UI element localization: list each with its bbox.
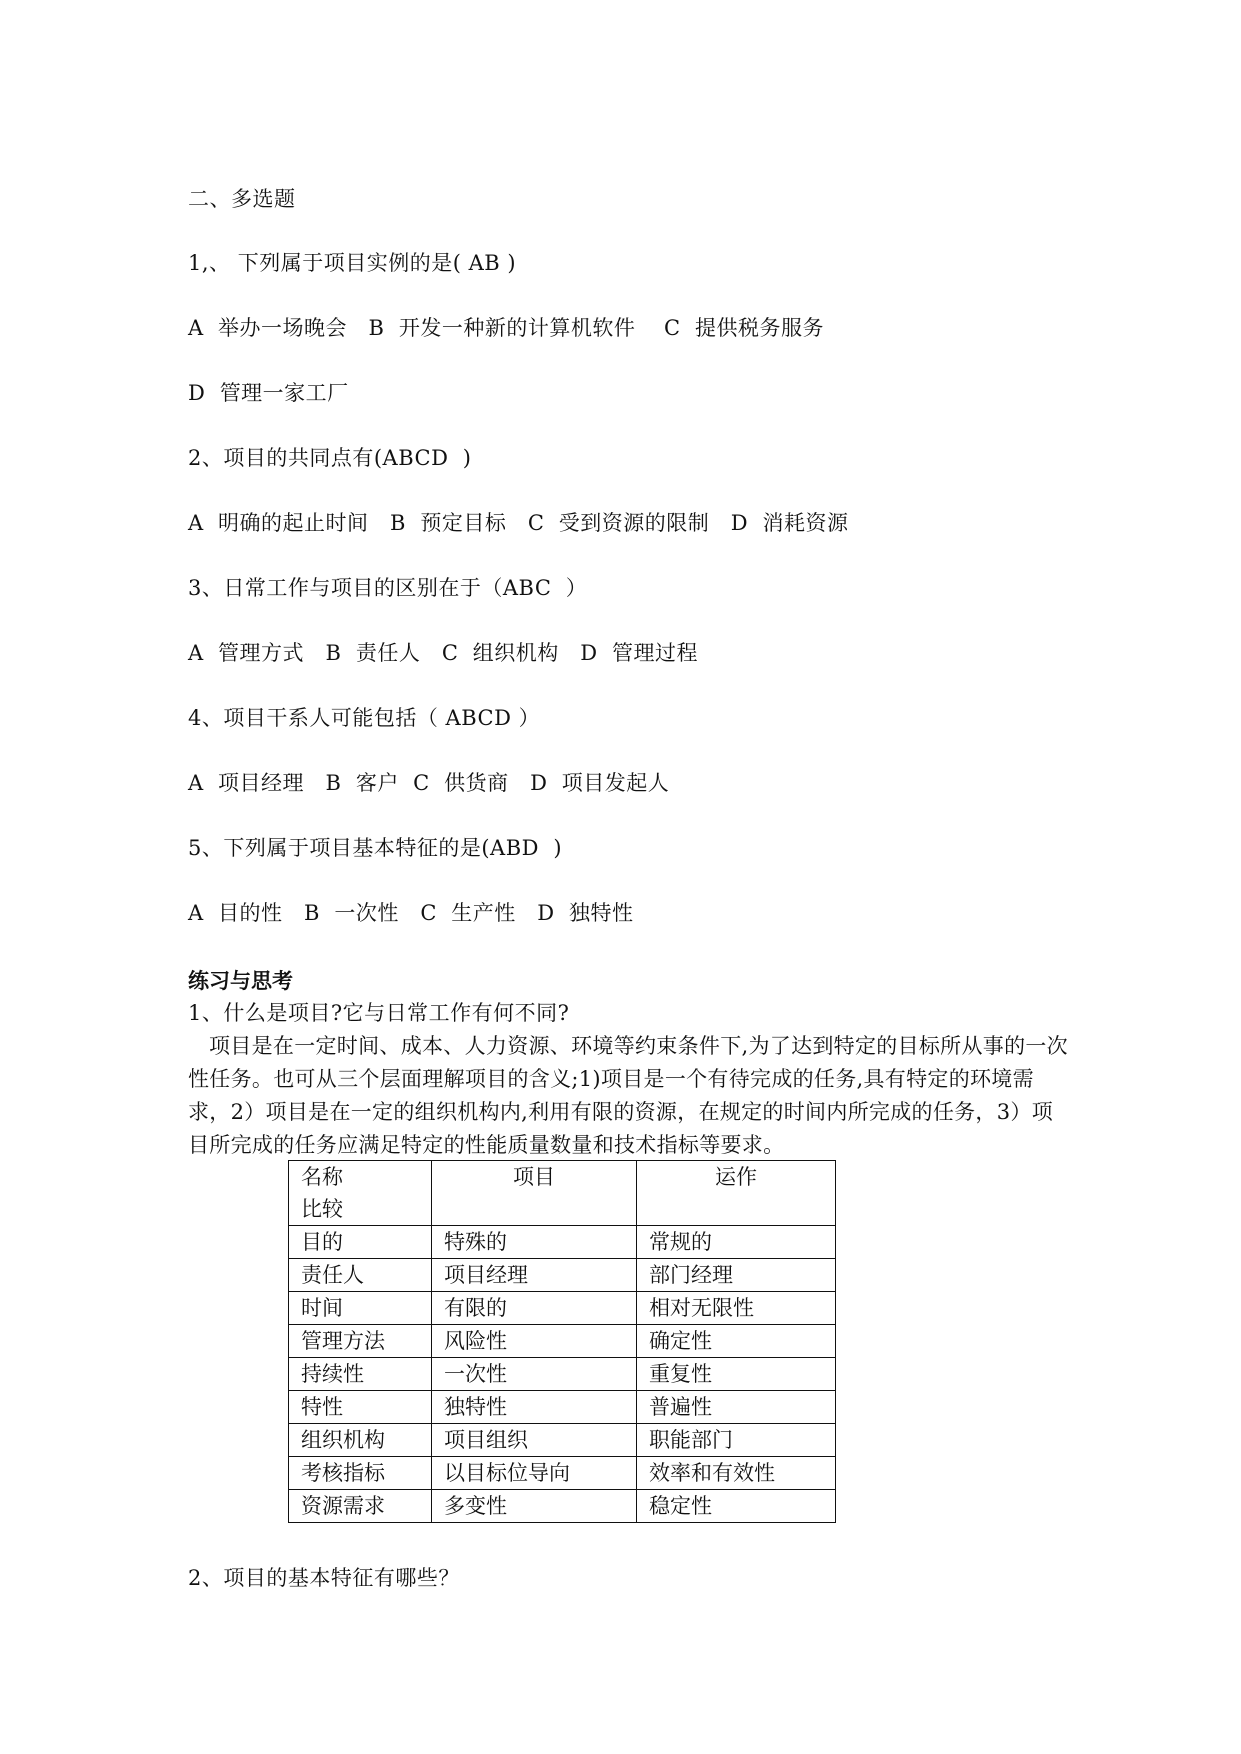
question-4-options: A 项目经理 B 客户 C 供货商 D 项目发起人 xyxy=(188,771,670,795)
table-header-cell: 项目 xyxy=(432,1161,637,1226)
table-row xyxy=(289,1325,836,1358)
table-cell: 管理方法 xyxy=(289,1325,432,1358)
table-cell: 责任人 xyxy=(289,1259,432,1292)
table-cell: 常规的 xyxy=(637,1226,836,1259)
question-1-stem: 1,、 下列属于项目实例的是( AB ) xyxy=(188,251,517,275)
table-cell: 多变性 xyxy=(432,1490,637,1523)
table-cell: 效率和有效性 xyxy=(637,1457,836,1490)
table-row xyxy=(289,1358,836,1391)
question-1-options-cont: D 管理一家工厂 xyxy=(188,381,349,405)
table-cell: 部门经理 xyxy=(637,1259,836,1292)
table-cell: 持续性 xyxy=(289,1358,432,1391)
table-cell: 独特性 xyxy=(432,1391,637,1424)
table-cell: 稳定性 xyxy=(637,1490,836,1523)
table-cell: 风险性 xyxy=(432,1325,637,1358)
table-row xyxy=(289,1424,836,1457)
table-row xyxy=(289,1226,836,1259)
table-cell: 考核指标 xyxy=(289,1457,432,1490)
table-row xyxy=(289,1457,836,1490)
table-header-row xyxy=(289,1161,836,1226)
table-cell: 确定性 xyxy=(637,1325,836,1358)
table-cell: 项目经理 xyxy=(432,1259,637,1292)
question-5-options: A 目的性 B 一次性 C 生产性 D 独特性 xyxy=(188,901,634,925)
practice-question-2: 2、项目的基本特征有哪些？ xyxy=(188,1566,460,1590)
table-cell: 项目组织 xyxy=(432,1424,637,1457)
question-2-stem: 2、项目的共同点有(ABCD ) xyxy=(188,446,472,470)
table-row xyxy=(289,1490,836,1523)
practice-question-1: 1、什么是项目?它与日常工作有何不同? xyxy=(188,1001,570,1025)
table-cell: 资源需求 xyxy=(289,1490,432,1523)
table-cell: 时间 xyxy=(289,1292,432,1325)
comparison-table xyxy=(288,1160,836,1523)
question-3-options: A 管理方式 B 责任人 C 组织机构 D 管理过程 xyxy=(188,641,698,665)
question-3-stem: 3、日常工作与项目的区别在于（ABC ） xyxy=(188,576,588,600)
question-2-options: A 明确的起止时间 B 预定目标 C 受到资源的限制 D 消耗资源 xyxy=(188,511,849,535)
header-compare-label: 比较 xyxy=(301,1197,343,1221)
table-cell: 以目标位导向 xyxy=(432,1457,637,1490)
table-cell: 特性 xyxy=(289,1391,432,1424)
question-1-options: A 举办一场晚会 B 开发一种新的计算机软件 C 提供税务服务 xyxy=(188,316,824,340)
section-title: 二、多选题 xyxy=(188,187,296,211)
table-header-cell: 运作 xyxy=(637,1161,836,1226)
table-cell: 相对无限性 xyxy=(637,1292,836,1325)
table-cell: 特殊的 xyxy=(432,1226,637,1259)
table-cell: 目的 xyxy=(289,1226,432,1259)
question-5-stem: 5、下列属于项目基本特征的是(ABD ) xyxy=(188,836,563,860)
table-cell: 普遍性 xyxy=(637,1391,836,1424)
question-4-stem: 4、项目干系人可能包括（ ABCD ） xyxy=(188,706,541,730)
table-cell: 一次性 xyxy=(432,1358,637,1391)
table-row xyxy=(289,1292,836,1325)
header-name-label: 名称 xyxy=(301,1165,343,1189)
table-cell: 重复性 xyxy=(637,1358,836,1391)
table-header-cell xyxy=(289,1161,432,1226)
table-row xyxy=(289,1391,836,1424)
table-cell: 有限的 xyxy=(432,1292,637,1325)
practice-answer: 项目是在一定时间、成本、人力资源、环境等约束条件下,为了达到特定的目标所从事的一次性任务。也可从三个层面理解项目的含义;1)项目是一个有待完成的任务,具有特定的环境需求，2）项目是在一定的组织机构内,利用有限的资源，在规定的时间内所完成的任务，3）项目所完成的任务应满足特定的性能质量数量和技术指标等要求。 xyxy=(188,1034,1068,1157)
table-cell: 职能部门 xyxy=(637,1424,836,1457)
table-cell: 组织机构 xyxy=(289,1424,432,1457)
practice-title: 练习与思考 xyxy=(188,969,293,993)
table-row xyxy=(289,1259,836,1292)
